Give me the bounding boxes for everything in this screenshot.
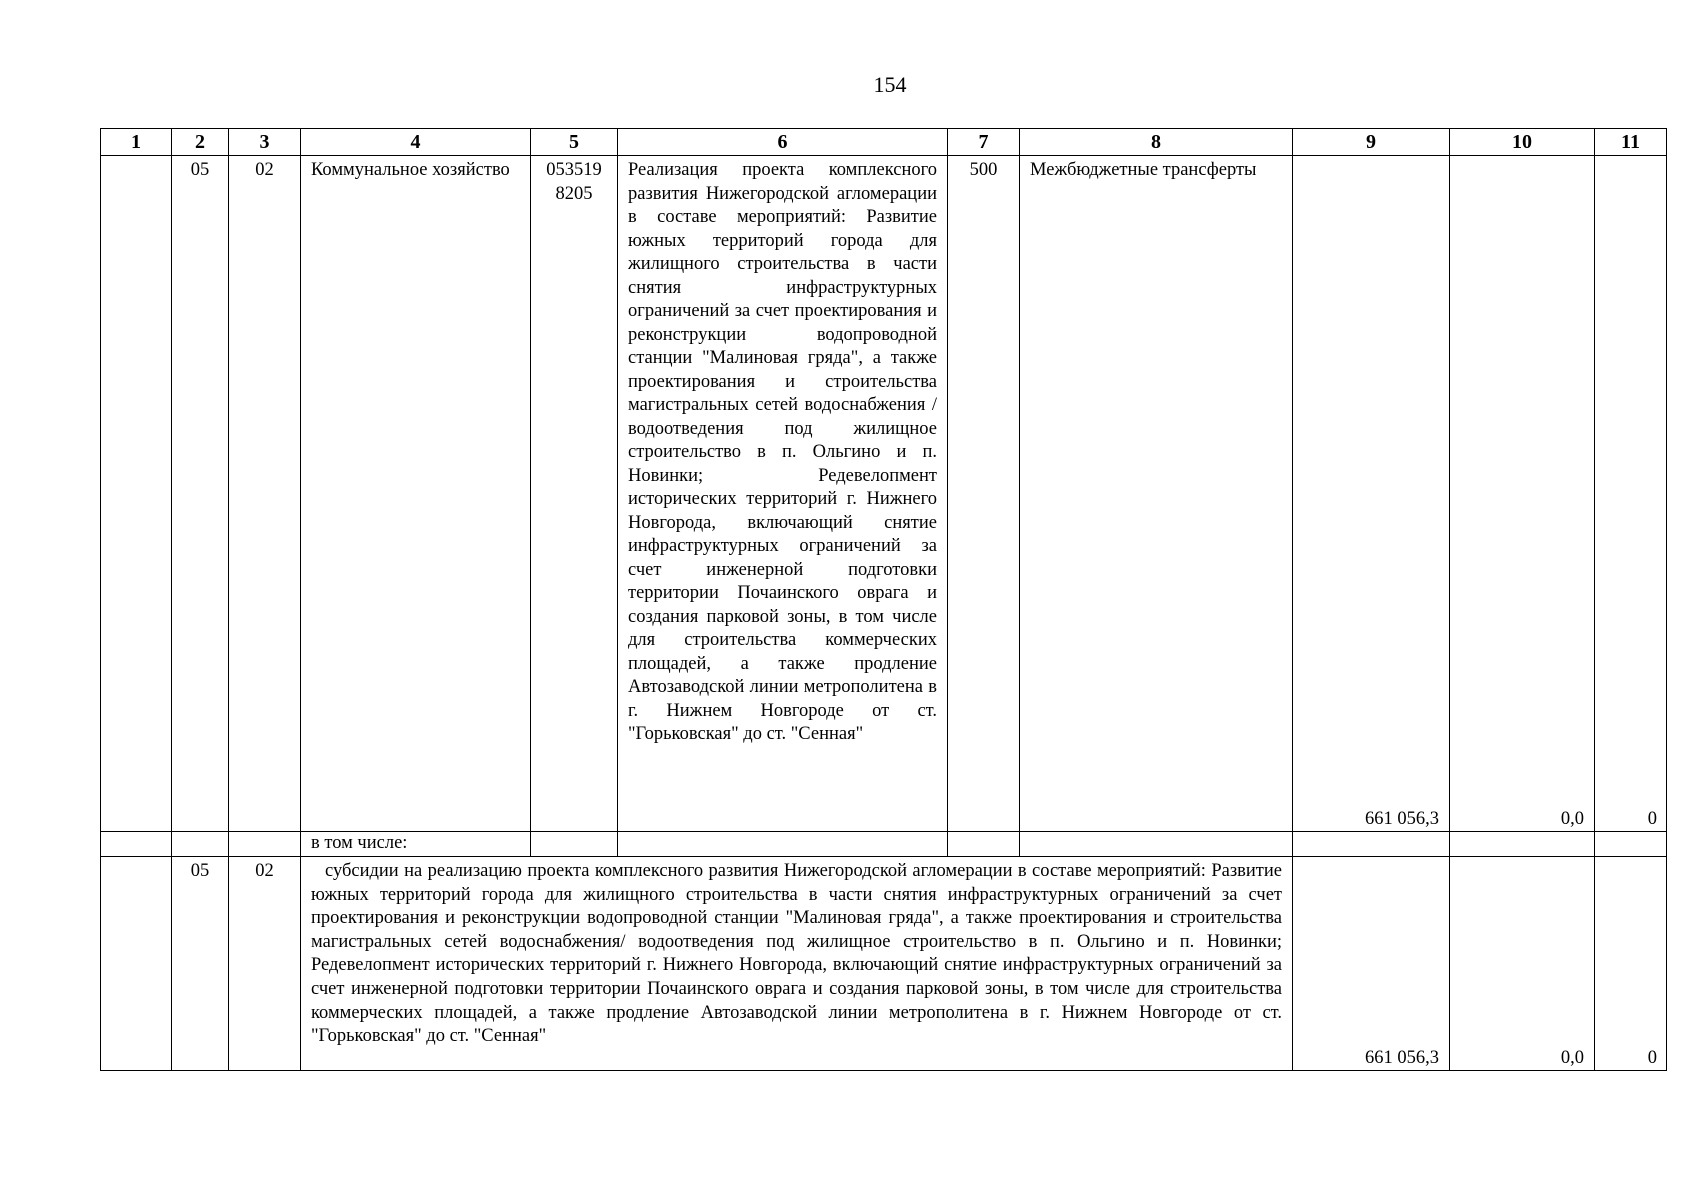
row1-expense-type-code: 500 <box>948 156 1020 832</box>
row3-amount-col10: 0,0 <box>1450 857 1595 1071</box>
header-cell-4: 4 <box>301 129 531 156</box>
header-cell-5: 5 <box>531 129 618 156</box>
header-cell-3: 3 <box>229 129 301 156</box>
header-cell-2: 2 <box>172 129 229 156</box>
row3-amount-col11: 0 <box>1595 857 1667 1071</box>
row2-cell-2 <box>172 832 229 857</box>
row2-cell-9 <box>1293 832 1450 857</box>
row1-target-article: 053519 8205 <box>531 156 618 832</box>
row1-name: Коммунальное хозяйство <box>301 156 531 832</box>
table-row <box>101 832 1667 857</box>
row2-cell-5 <box>531 832 618 857</box>
row1-amount-col11: 0 <box>1595 156 1667 832</box>
header-cell-10: 10 <box>1450 129 1595 156</box>
row2-cell-7 <box>948 832 1020 857</box>
header-cell-1: 1 <box>101 129 172 156</box>
row2-cell-6 <box>618 832 948 857</box>
row1-subsection-code: 02 <box>229 156 301 832</box>
table-row <box>101 156 1667 832</box>
row3-subsection-code: 02 <box>229 857 301 1071</box>
row1-program-description: Реализация проекта комплексного развития Нижегородской агломерации в составе мероприятий: Развитие южных территорий города для жилищного строительства в части снятия инфраструктурных ограничений за счет проектирования и реконструкции водопроводной станции "Малиновая гряда", а также проектирования и строительства магистральных сетей водоснабжения / водоотведения под жилищное строительство в п. Ольгино и п. Новинки; Редевелопмент исторических территорий г. Нижнего Новгорода, включающий снятие инфраструктурных ограничений за счет инженерной подготовки территории Почаинского оврага и создания парковой зоны, в том числе для строительства коммерческих площадей, а также продление Автозаводской линии метрополитена в г. Нижнем Новгороде от ст. "Горьковская" до ст. "Сенная" <box>618 156 948 832</box>
header-cell-6: 6 <box>618 129 948 156</box>
row3-amount-col9: 661 056,3 <box>1293 857 1450 1071</box>
row3-section-code: 05 <box>172 857 229 1071</box>
header-cell-7: 7 <box>948 129 1020 156</box>
row1-amount-col10: 0,0 <box>1450 156 1595 832</box>
row3-subsidy-description: субсидии на реализацию проекта комплексного развития Нижегородской агломерации в составе мероприятий: Развитие южных территорий города для жилищного строительства в части снятия инфраструктурных ограничений за счет проектирования и реконструкции водопроводной станции "Малиновая гряда", а также проектирования и строительства магистральных сетей водоснабжения/ водоотведения под жилищное строительство в п. Ольгино и п. Новинки; Редевелопмент исторических территорий г. Нижнего Новгорода, включающий снятие инфраструктурных ограничений за счет инженерной подготовки территории Почаинского оврага и создания парковой зоны, в том числе для строительства коммерческих площадей, а также продление Автозаводской линии метрополитена в г. Нижнем Новгороде от ст. "Горьковская" до ст. "Сенная" <box>301 857 1293 1071</box>
budget-table <box>100 128 1667 1071</box>
row2-cell-1 <box>101 832 172 857</box>
row2-cell-11 <box>1595 832 1667 857</box>
row2-cell-3 <box>229 832 301 857</box>
row1-section-code: 05 <box>172 156 229 832</box>
row2-including-label: в том числе: <box>301 832 531 857</box>
table-header-row <box>101 129 1667 156</box>
row2-cell-8 <box>1020 832 1293 857</box>
header-cell-11: 11 <box>1595 129 1667 156</box>
page-number: 154 <box>873 72 907 97</box>
table-row <box>101 857 1667 1071</box>
row1-cell-1 <box>101 156 172 832</box>
row2-cell-10 <box>1450 832 1595 857</box>
row3-cell-1 <box>101 857 172 1071</box>
header-cell-8: 8 <box>1020 129 1293 156</box>
row1-expense-type-name: Межбюджетные трансферты <box>1020 156 1293 832</box>
row1-amount-col9: 661 056,3 <box>1293 156 1450 832</box>
header-cell-9: 9 <box>1293 129 1450 156</box>
